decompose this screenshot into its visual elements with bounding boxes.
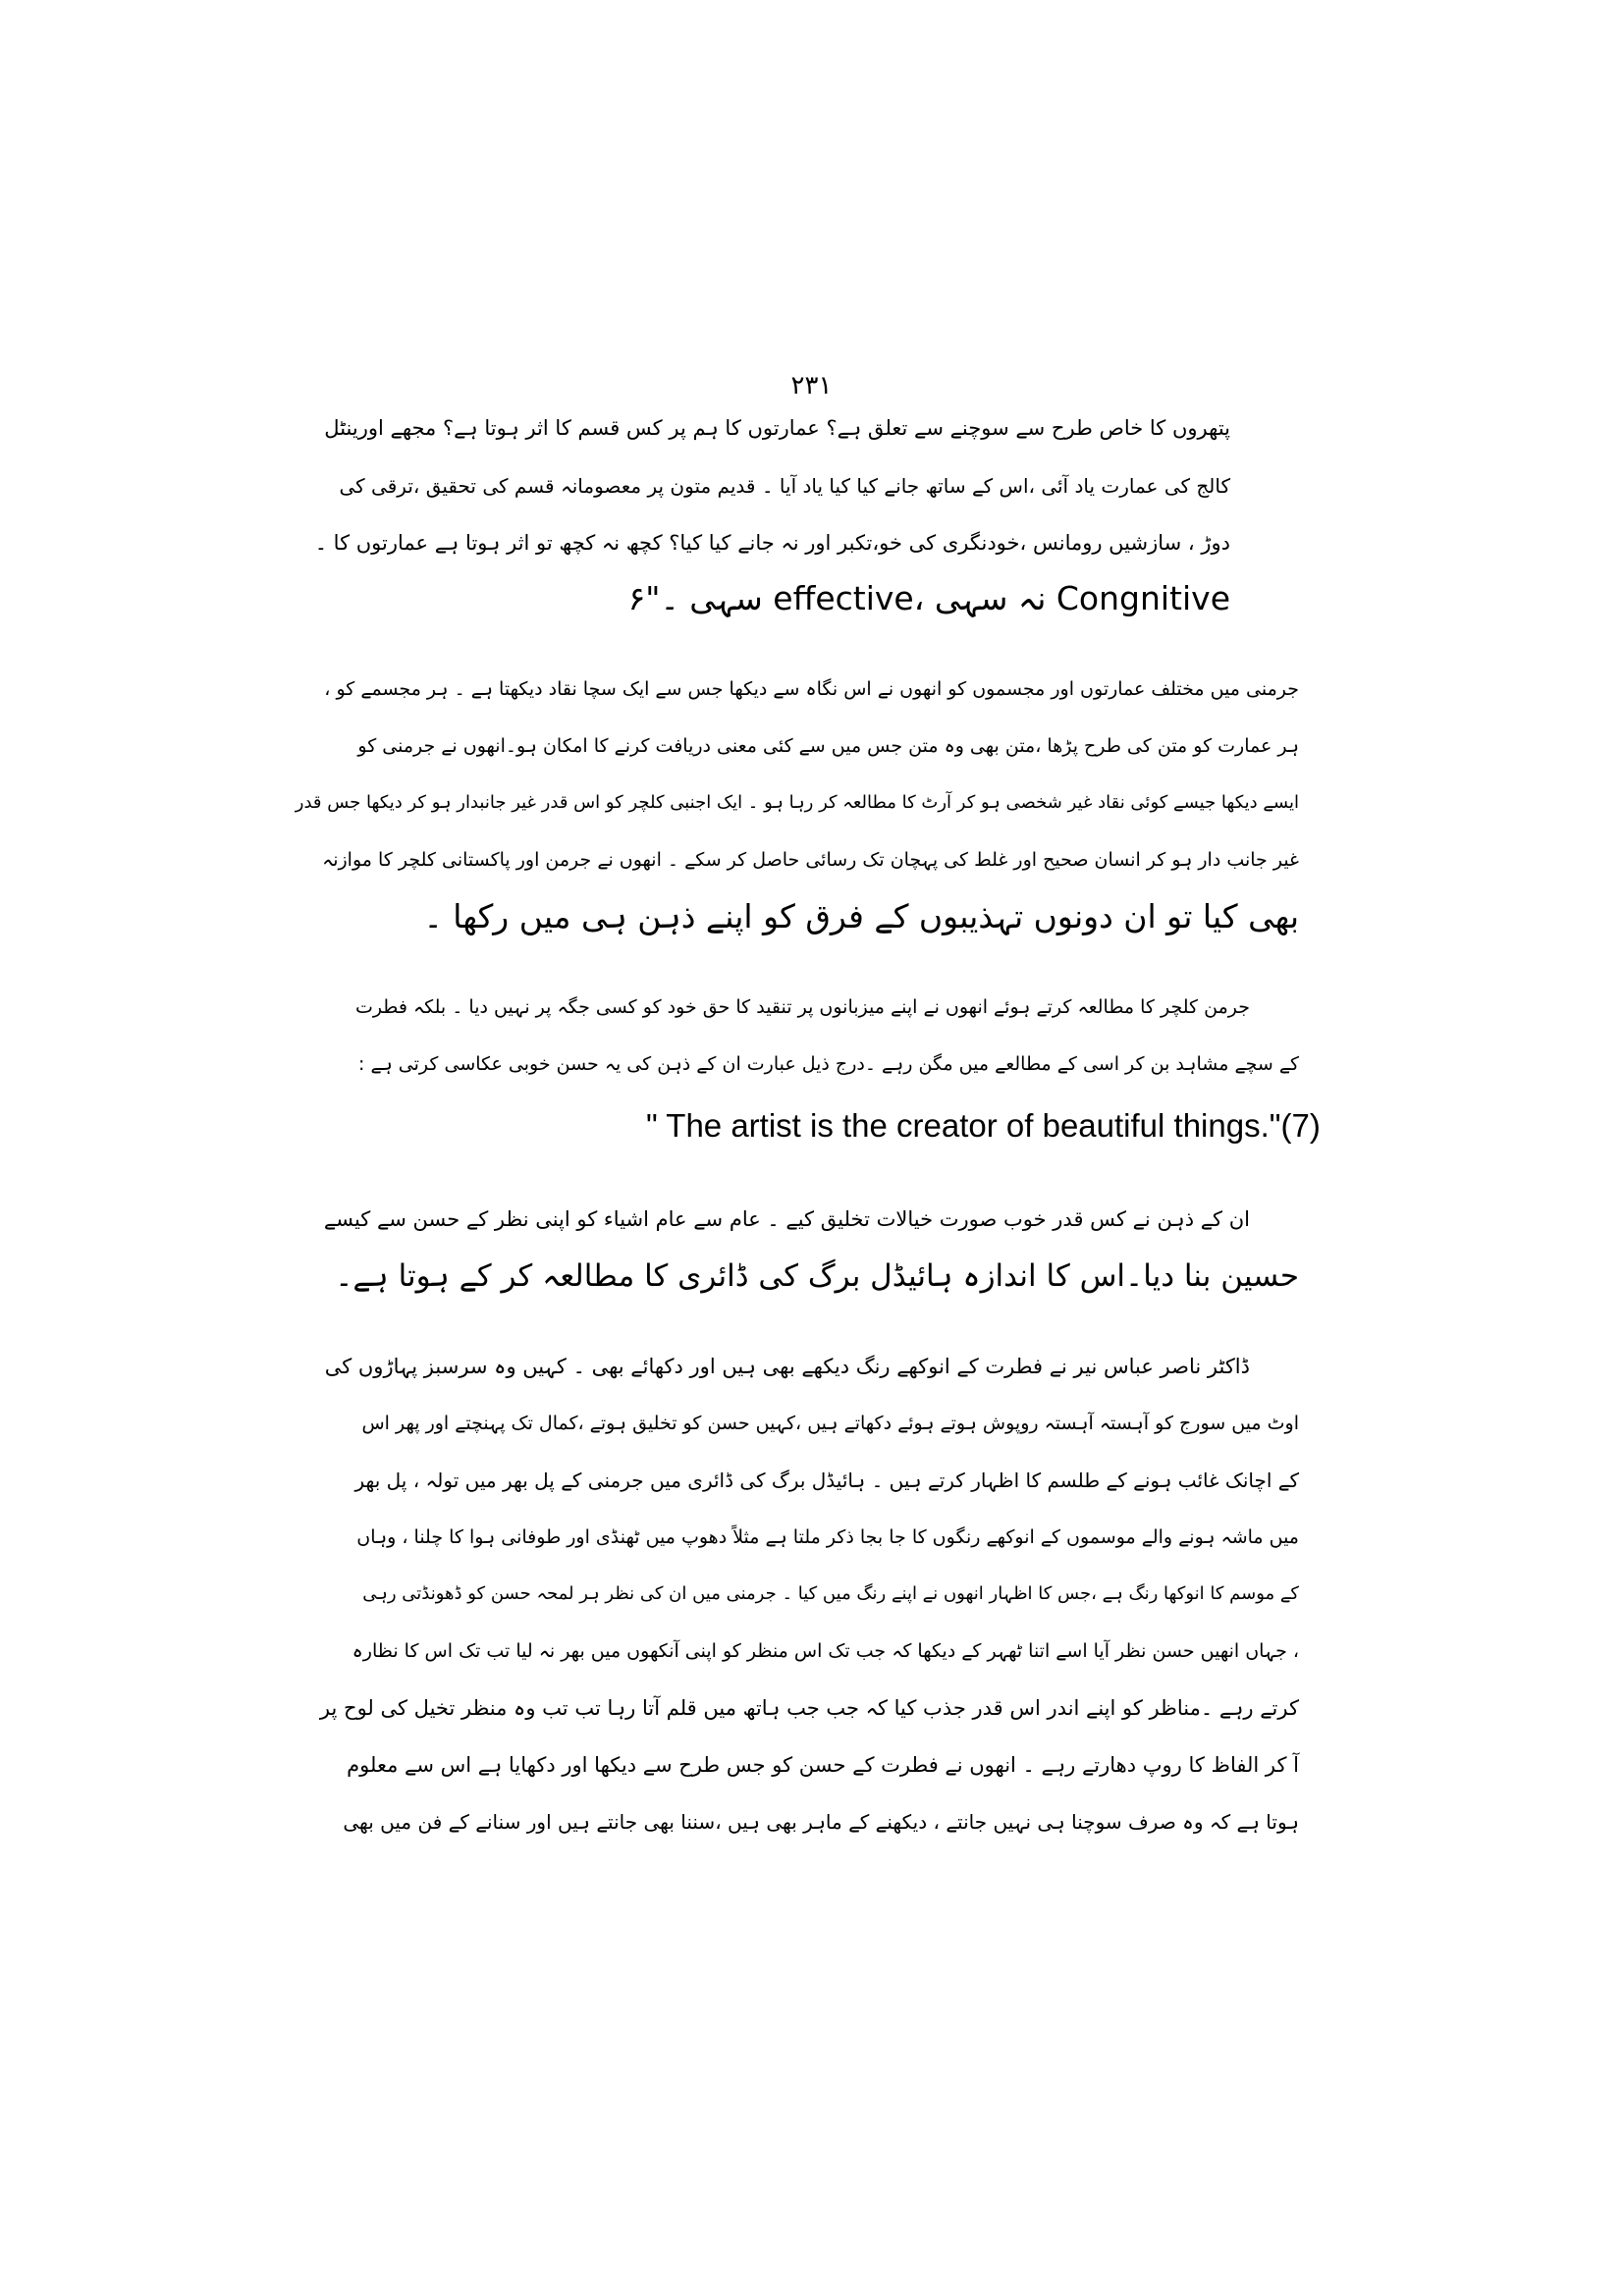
english-quote: " The artist is the creator of beautiful things."(7) xyxy=(646,1107,1321,1144)
paragraph-line: ہر عمارت کو متن کی طرح پڑھا ،متن بھی وہ متن جس میں سے کئی معنی دریافت کرنے کا امکان ہو۔انھوں نے جرمنی کو xyxy=(357,735,1299,757)
paragraph-line: کے اچانک غائب ہونے کے طلسم کا اظہار کرتے ہیں ۔ ہائیڈل برگ کی ڈائری میں جرمنی کے پل بھر میں تولہ ، پل بھر xyxy=(354,1468,1299,1492)
paragraph-line: کرتے رہے ۔مناظر کو اپنے اندر اس قدر جذب کیا کہ جب جب ہاتھ میں قلم آتا رہا تب تب وہ منظر تخیل کی لوح پر xyxy=(319,1696,1299,1720)
paragraph-line: ، جہاں انھیں حسن نظر آیا اسے اتنا ٹھہر کے دیکھا کہ جب تک اس منظر کو اپنی آنکھوں میں بھر نہ لیا تب تک اس کا نظارہ xyxy=(352,1640,1299,1662)
paragraph-line: ان کے ذہن نے کس قدر خوب صورت خیالات تخلیق کیے ۔ عام سے عام اشیاء کو اپنی نظر کے حسن سے کیسے xyxy=(323,1207,1250,1231)
quote-line: کالج کی عمارت یاد آئی ،اس کے ساتھ جانے کیا کیا یاد آیا ۔ قدیم متون پر معصومانہ قسم کی تحقیق ،ترقی کی xyxy=(339,474,1230,498)
paragraph-line: کے سچے مشاہد بن کر اسی کے مطالعے میں مگن رہے ۔درج ذیل عبارت ان کے ذہن کی یہ حسن خوبی عکاسی کرتی ہے : xyxy=(358,1053,1299,1075)
paragraph-line: آ کر الفاظ کا روپ دھارتے رہے ۔ انھوں نے فطرت کے حسن کو جس طرح سے دیکھا اور دکھایا ہے اس سے معلوم xyxy=(347,1753,1299,1777)
paragraph-line: جرمن کلچر کا مطالعہ کرتے ہوئے انھوں نے اپنے میزبانوں پر تنقید کا حق خود کو کسی جگہ پر نہیں دیا ۔ بلکہ فطرت xyxy=(354,996,1250,1018)
quote-line: Congnitive نہ سہی ،effective سہی ۔"۶ xyxy=(627,579,1230,617)
paragraph-line: ایسے دیکھا جیسے کوئی نقاد غیر شخصی ہو کر آرٹ کا مطالعہ کر رہا ہو ۔ ایک اجنبی کلچر کو اس قدر غیر جانبدار ہو کر دیکھا جس قدر xyxy=(295,792,1299,813)
paragraph-line: میں ماشہ ہونے والے موسموں کے انوکھے رنگوں کا جا بجا ذکر ملتا ہے مثلاً دھوپ میں ٹھنڈی اور طوفانی ہوا کا چلنا ، وہاں xyxy=(356,1526,1299,1548)
paragraph-line: ڈاکٹر ناصر عباس نیر نے فطرت کے انوکھے رنگ دیکھے بھی ہیں اور دکھائے بھی ۔ کہیں وہ سرسبز پہاڑوں کی xyxy=(324,1355,1250,1378)
paragraph-line: بھی کیا تو ان دونوں تہذیبوں کے فرق کو اپنے ذہن ہی میں رکھا ۔ xyxy=(423,897,1299,935)
paragraph-line: اوٹ میں سورج کو آہستہ آہستہ روپوش ہوتے ہوئے دکھاتے ہیں ،کہیں حسن کو تخلیق ہوتے ،کمال تک پہنچتے اور پھر اس xyxy=(361,1413,1299,1434)
paragraph-line: جرمنی میں مختلف عمارتوں اور مجسموں کو انھوں نے اس نگاہ سے دیکھا جس سے ایک سچا نقاد دیکھتا ہے ۔ ہر مجسمے کو ، xyxy=(324,678,1299,700)
page-number: ۲۳۱ xyxy=(790,371,833,400)
paragraph-line: ہوتا ہے کہ وہ صرف سوچنا ہی نہیں جانتے ، دیکھنے کے ماہر بھی ہیں ،سننا بھی جانتے ہیں اور سنانے کے فن میں بھی xyxy=(343,1810,1299,1834)
quote-line: دوڑ ، سازشیں رومانس ،خودنگری کی خو،تکبر اور نہ جانے کیا کیا؟ کچھ نہ کچھ تو اثر ہوتا ہے عمارتوں کا ۔ xyxy=(314,531,1230,555)
paragraph-line: کے موسم کا انوکھا رنگ ہے ،جس کا اظہار انھوں نے اپنے رنگ میں کیا ۔ جرمنی میں ان کی نظر ہر لمحہ حسن کو ڈھونڈتی رہی xyxy=(362,1583,1299,1604)
paragraph-line: غیر جانب دار ہو کر انسان صحیح اور غلط کی پہچان تک رسائی حاصل کر سکے ۔ انھوں نے جرمن اور پاکستانی کلچر کا موازنہ xyxy=(322,849,1299,871)
paragraph-line: حسین بنا دیا۔اس کا اندازہ ہائیڈل برگ کی ڈائری کا مطالعہ کر کے ہوتا ہے۔ xyxy=(335,1258,1299,1294)
quote-line: پتھروں کا خاص طرح سے سوچنے سے تعلق ہے؟ عمارتوں کا ہم پر کس قسم کا اثر ہوتا ہے؟ مجھے اورینٹل xyxy=(324,416,1230,440)
